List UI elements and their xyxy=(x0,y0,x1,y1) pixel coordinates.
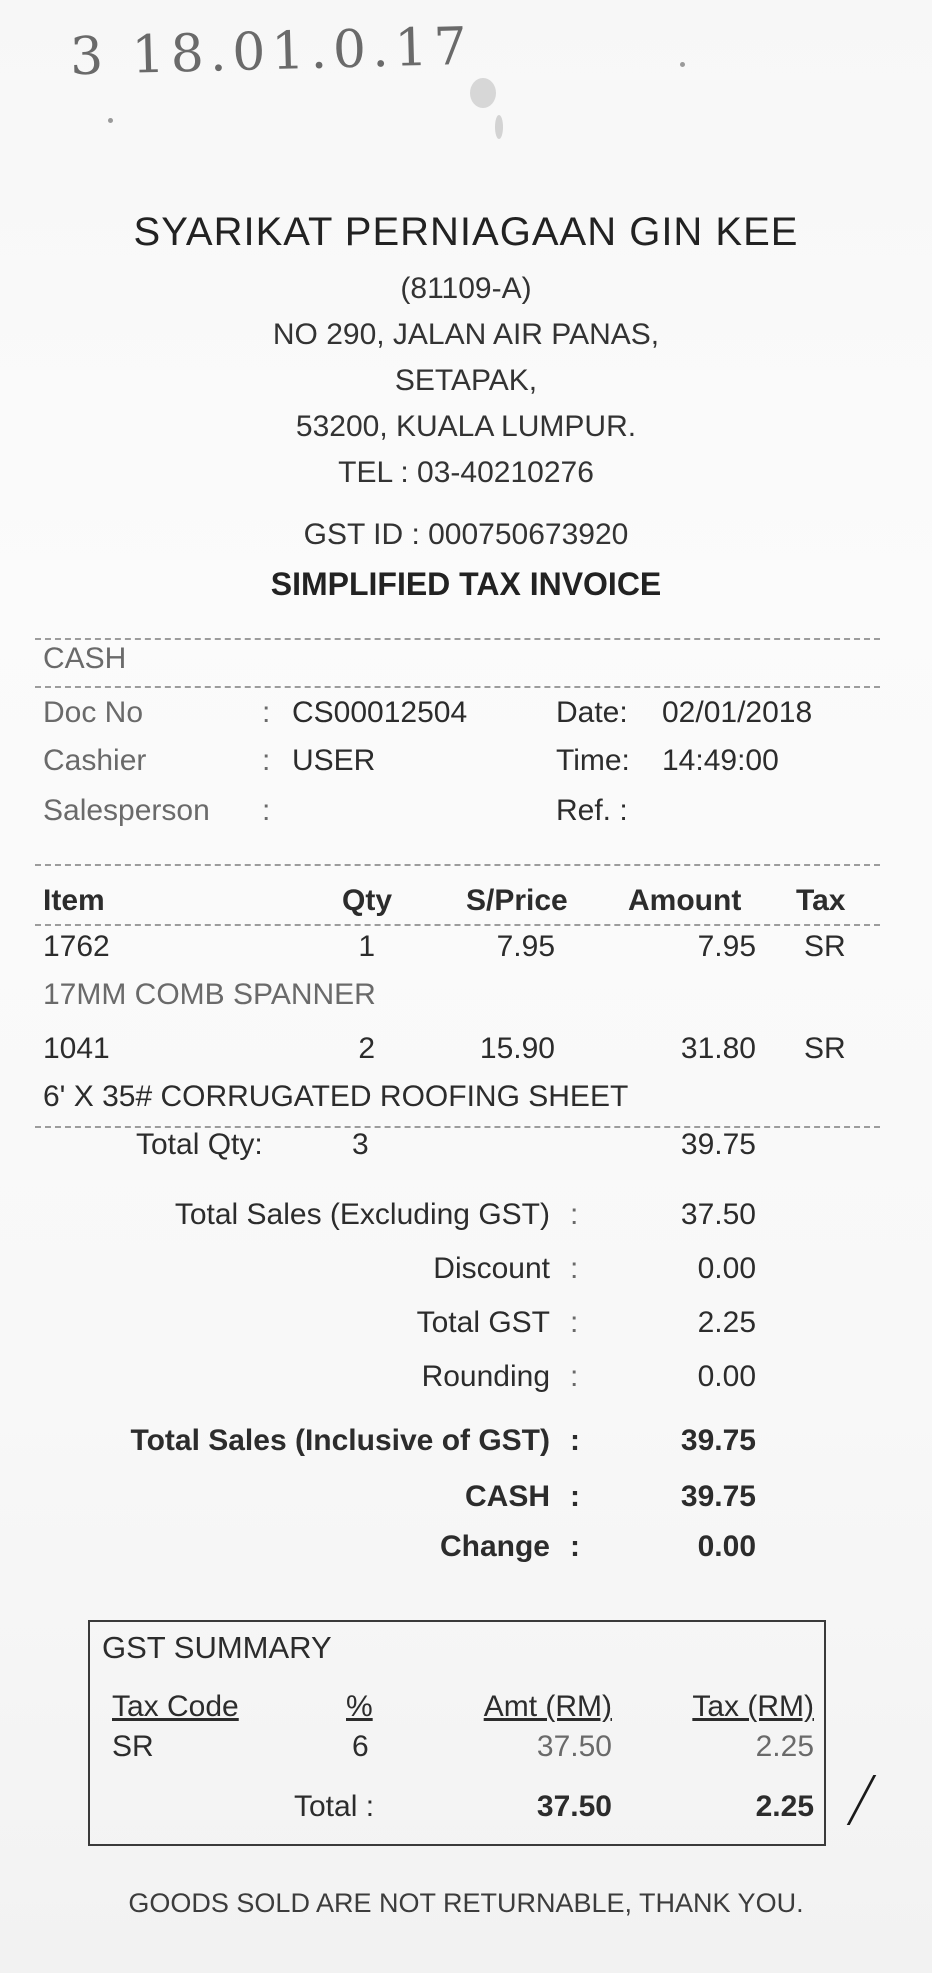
gst-col-amount: Amt (RM) xyxy=(483,1690,612,1723)
colon: : xyxy=(570,1252,579,1285)
item-price: 7.95 xyxy=(496,930,555,963)
discount-label: Discount xyxy=(433,1252,550,1285)
colon: : xyxy=(262,744,271,777)
colon: : xyxy=(262,696,271,729)
change-value: 0.00 xyxy=(697,1530,756,1563)
gst-row-tax: 2.25 xyxy=(755,1730,814,1763)
cash-value: 39.75 xyxy=(680,1480,756,1513)
colon: : xyxy=(570,1424,580,1457)
time-value: 14:49:00 xyxy=(662,744,779,777)
time-label: Time: xyxy=(556,744,630,777)
col-header-tax: Tax xyxy=(796,884,846,917)
total-gst-value: 2.25 xyxy=(697,1306,756,1339)
item-code: 1041 xyxy=(43,1032,110,1065)
colon: : xyxy=(570,1198,579,1231)
telephone: TEL : 03-40210276 xyxy=(338,456,594,489)
item-price: 15.90 xyxy=(479,1032,555,1065)
gst-id: GST ID : 000750673920 xyxy=(303,518,629,551)
gst-total-amount: 37.50 xyxy=(536,1790,612,1823)
cashier-label: Cashier xyxy=(43,744,147,777)
gst-summary-box xyxy=(88,1620,826,1846)
address-line-1: NO 290, JALAN AIR PANAS, xyxy=(272,318,660,351)
item-amount: 31.80 xyxy=(680,1032,756,1065)
total-incl-gst-value: 39.75 xyxy=(680,1424,756,1457)
document-type: SIMPLIFIED TAX INVOICE xyxy=(270,566,662,602)
doc-no-label: Doc No xyxy=(43,696,144,729)
item-amount: 7.95 xyxy=(697,930,756,963)
total-qty-value: 3 xyxy=(352,1128,369,1161)
total-excl-gst-label: Total Sales (Excluding GST) xyxy=(174,1198,550,1231)
total-qty-label: Total Qty: xyxy=(136,1128,263,1161)
gst-row-percent: 6 xyxy=(352,1730,369,1763)
gst-col-tax: Tax (RM) xyxy=(692,1690,814,1723)
salesperson-label: Salesperson xyxy=(43,794,210,827)
colon: : xyxy=(570,1306,579,1339)
rounding-value: 0.00 xyxy=(697,1360,756,1393)
company-reg-no: (81109-A) xyxy=(400,272,532,305)
colon: : xyxy=(262,794,271,827)
item-tax: SR xyxy=(804,1032,846,1065)
col-header-price: S/Price xyxy=(466,884,568,917)
gst-total-tax: 2.25 xyxy=(755,1790,814,1823)
date-label: Date: xyxy=(556,696,628,729)
item-description: 17MM COMB SPANNER xyxy=(43,978,376,1011)
ink-speck xyxy=(108,118,113,123)
cash-label: CASH xyxy=(464,1480,550,1513)
item-code: 1762 xyxy=(43,930,110,963)
footer-note: GOODS SOLD ARE NOT RETURNABLE, THANK YOU. xyxy=(128,1888,804,1918)
divider xyxy=(35,924,880,926)
item-qty: 2 xyxy=(358,1032,375,1065)
colon: : xyxy=(570,1360,579,1393)
address-line-2: SETAPAK, xyxy=(394,364,538,397)
doc-no-value: CS00012504 xyxy=(292,696,468,729)
ref-label: Ref. : xyxy=(556,794,628,827)
handwritten-note: 3 18.01.0.17 xyxy=(69,16,474,88)
gst-total-label: Total : xyxy=(294,1790,375,1823)
gst-row-code: SR xyxy=(112,1730,154,1763)
date-value: 02/01/2018 xyxy=(662,696,813,729)
divider xyxy=(35,864,880,866)
ink-speck xyxy=(680,62,685,67)
gst-row-amount: 37.50 xyxy=(536,1730,612,1763)
colon: : xyxy=(570,1530,580,1563)
divider xyxy=(35,638,880,640)
colon: : xyxy=(570,1480,580,1513)
col-header-item: Item xyxy=(43,884,105,917)
company-name: SYARIKAT PERNIAGAAN GIN KEE xyxy=(133,210,799,254)
payment-type: CASH xyxy=(43,642,127,675)
col-header-amount: Amount xyxy=(628,884,742,917)
ink-smudge xyxy=(495,115,503,139)
gst-col-tax-code: Tax Code xyxy=(112,1690,239,1723)
total-incl-gst-label: Total Sales (Inclusive of GST) xyxy=(130,1424,550,1457)
item-qty: 1 xyxy=(358,930,375,963)
total-qty-amount: 39.75 xyxy=(680,1128,756,1161)
item-tax: SR xyxy=(804,930,846,963)
gst-summary-title: GST SUMMARY xyxy=(102,1630,332,1665)
item-description: 6' X 35# CORRUGATED ROOFING SHEET xyxy=(43,1080,629,1113)
address-line-3: 53200, KUALA LUMPUR. xyxy=(295,410,637,443)
rounding-label: Rounding xyxy=(421,1360,550,1393)
cashier-value: USER xyxy=(292,744,376,777)
gst-col-percent: % xyxy=(346,1690,373,1723)
change-label: Change xyxy=(439,1530,550,1563)
divider xyxy=(35,686,880,688)
ink-smudge xyxy=(470,78,496,108)
discount-value: 0.00 xyxy=(697,1252,756,1285)
total-gst-label: Total GST xyxy=(416,1306,550,1339)
col-header-qty: Qty xyxy=(342,884,393,917)
total-excl-gst-value: 37.50 xyxy=(680,1198,756,1231)
